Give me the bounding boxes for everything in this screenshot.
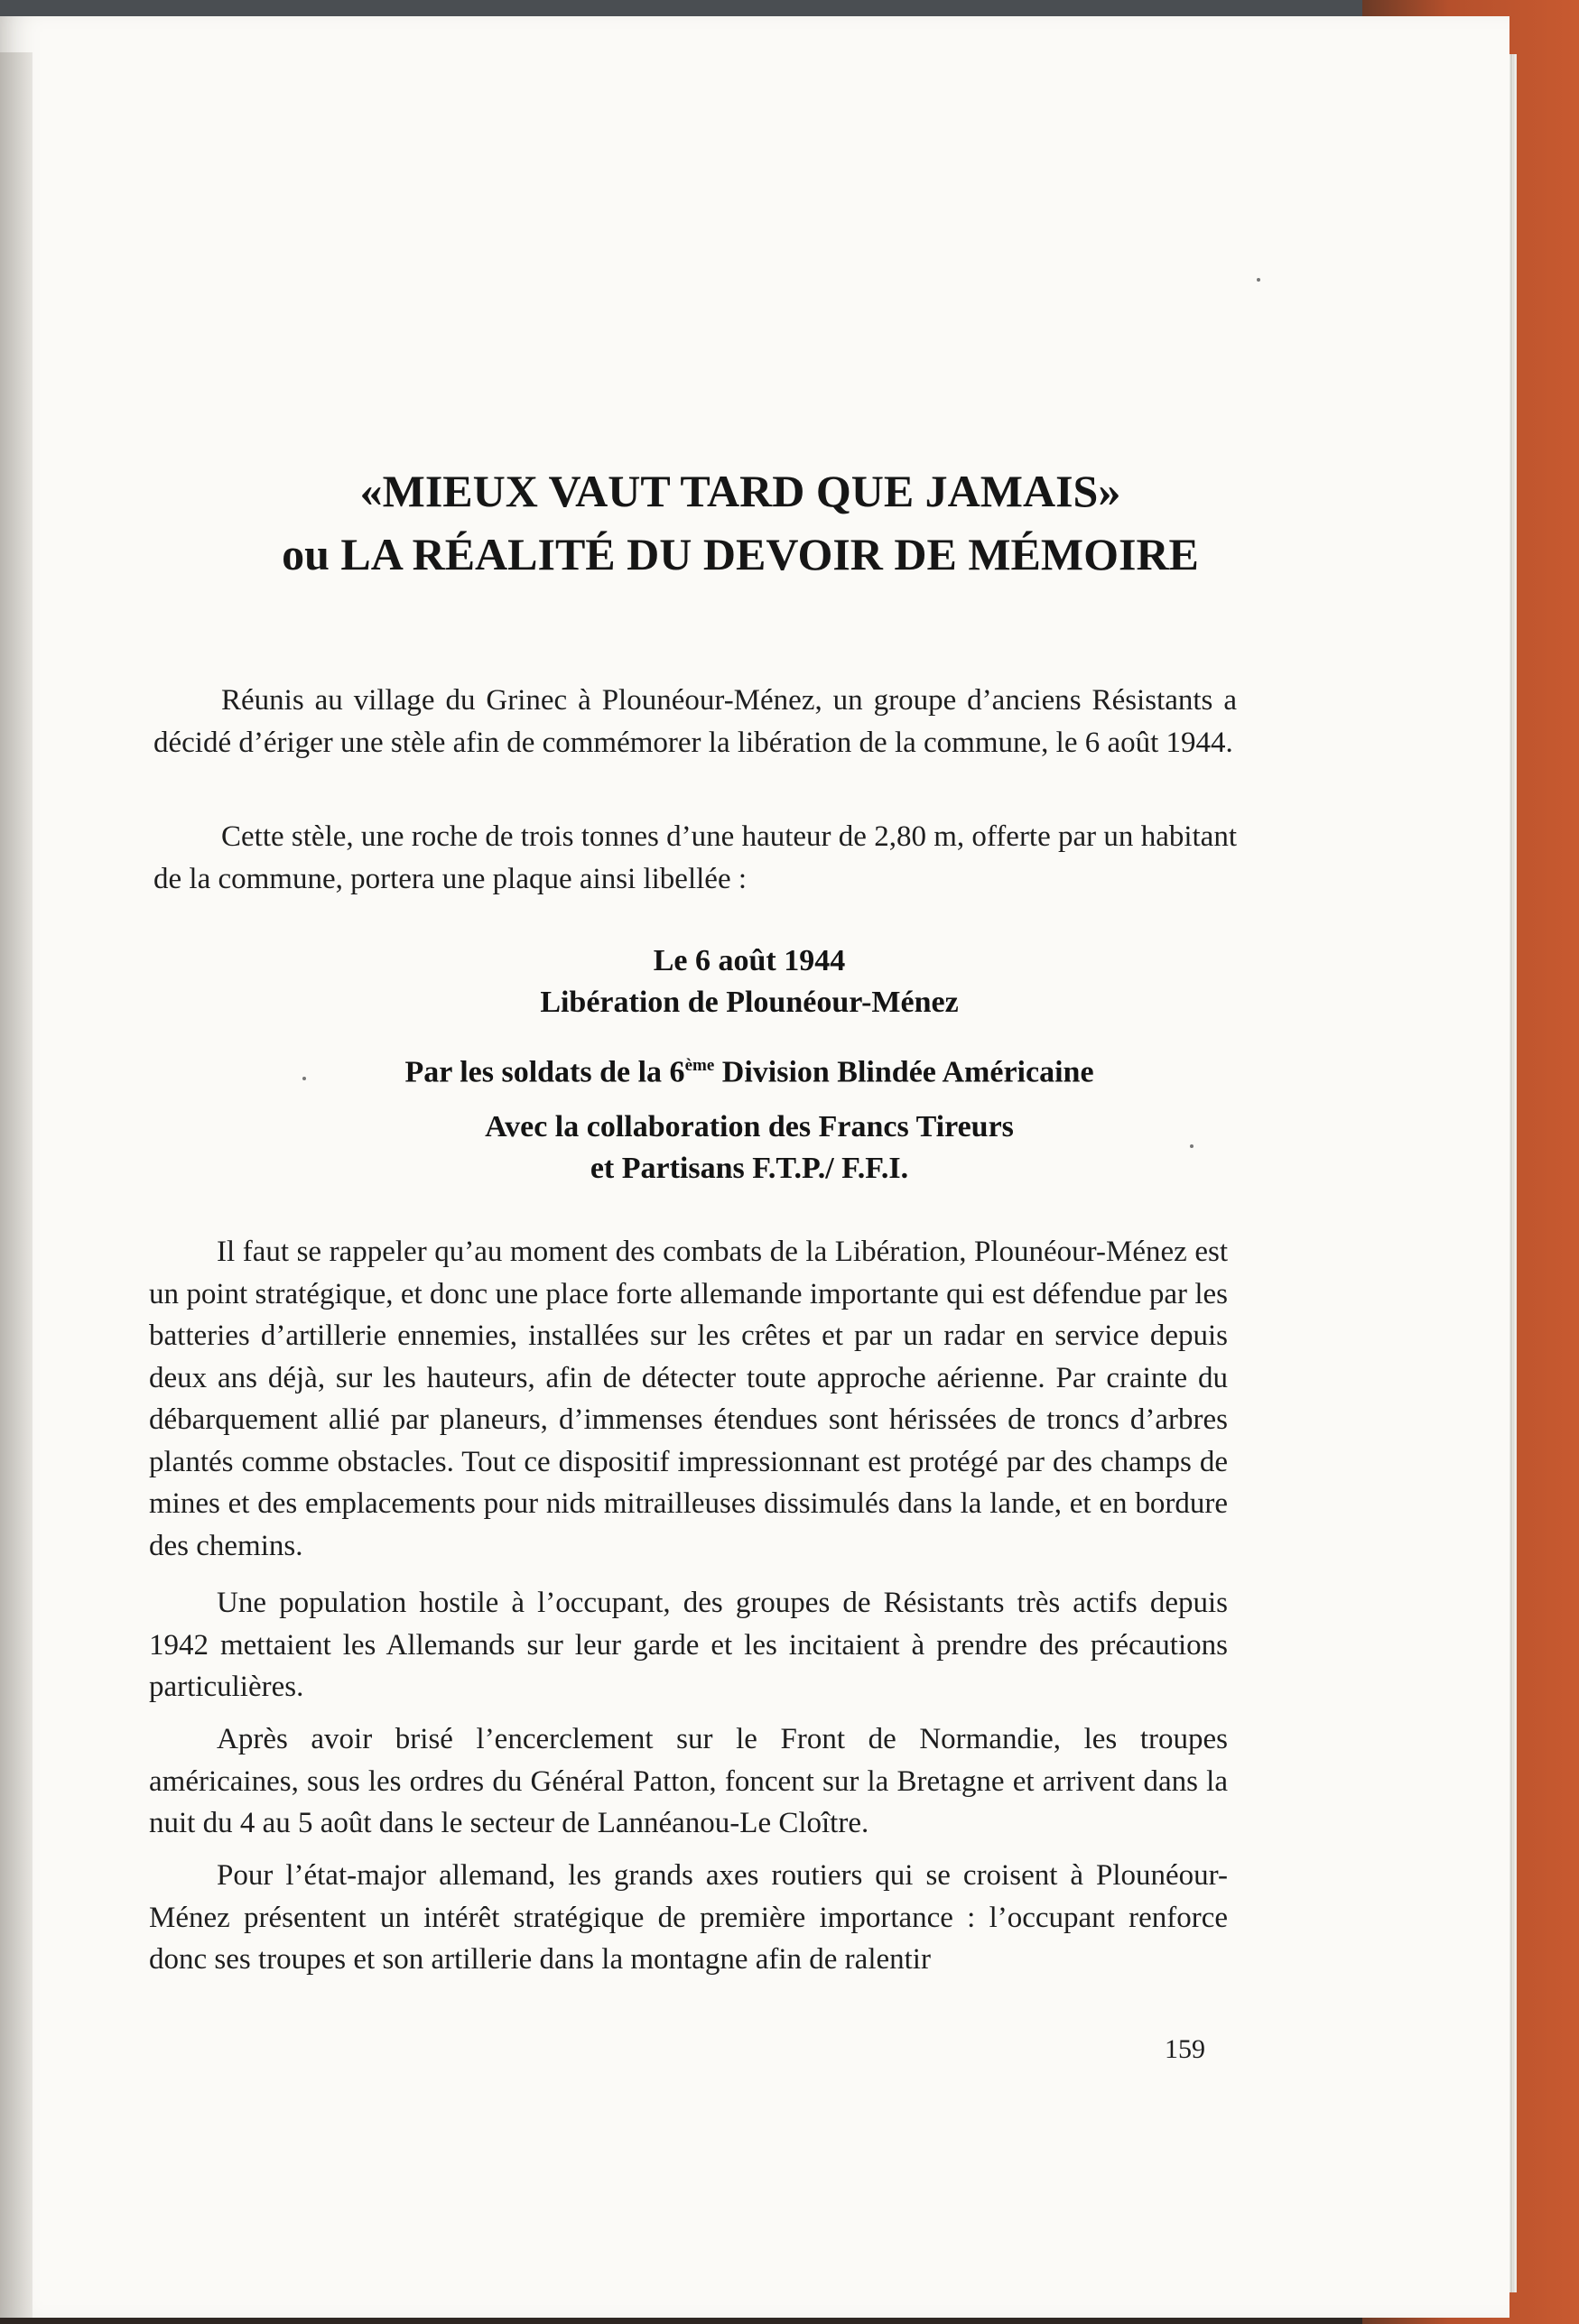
- plaque-liberation: Libération de Plounéour-Ménez: [540, 986, 959, 1019]
- plaque-collaboration-2: et Partisans F.T.P./ F.F.I.: [590, 1152, 909, 1185]
- title-line-2: ou LA RÉALITÉ DU DEVOIR DE MÉMOIRE: [282, 529, 1199, 579]
- plaque-division-text: Division Blindée Américaine: [714, 1055, 1094, 1089]
- plaque-soldiers-text: Par les soldats de la 6: [404, 1055, 685, 1089]
- previous-page-edge: [0, 52, 33, 2318]
- paragraph-intro-1: Réunis au village du Grinec à Plounéour-Ménez, un groupe d’anciens Résistants a décidé d’ériger une stèle afin de commémorer la libération de la commune, le 6 août 1944.: [153, 684, 1237, 759]
- paragraph-body-3: Après avoir brisé l’encerclement sur le Front de Normandie, les troupes américaines, sous les ordres du Général Patton, foncent sur la Bretagne et arrivent dans la nuit du 4 au 5 août dans le secteur de Lannéanou-Le Cloître.: [149, 1723, 1228, 1839]
- paper-speck: [1190, 1144, 1194, 1148]
- book-page: [0, 16, 1509, 2318]
- plaque-collaboration-1: Avec la collaboration des Francs Tireurs: [485, 1110, 1014, 1143]
- paragraph-intro-2: Cette stèle, une roche de trois tonnes d’une hauteur de 2,80 m, offerte par un habitant de la commune, portera une plaque ainsi libellée :: [153, 820, 1237, 895]
- plaque-soldiers: [244, 1047, 1255, 1091]
- plaque-superscript: ème: [684, 1056, 715, 1075]
- paragraph-body-4: Pour l’état-major allemand, les grands axes routiers qui se croisent à Plounéour-Ménez présentent un intérêt stratégique de première importance : l’occupant renforce donc ses troupes et son artillerie dans la montagne afin de ralentir: [149, 1859, 1228, 1976]
- plaque-date: Le 6 août 1944: [653, 944, 846, 977]
- paragraph-body-1: Il faut se rappeler qu’au moment des combats de la Libération, Plounéour-Ménez est un point stratégique, et donc une place forte allemande importante qui est défendue par les batteries d’artillerie ennemies, installées sur les crêtes et par un radar en service depuis deux ans déjà, sur les hauteurs, afin de détecter toute approche aérienne. Par crainte du débarquement allié par planeurs, d’immenses étendues sont hérissées de troncs d’arbres plantés comme obstacles. Tout ce dispositif impressionnant est protégé par des champs de mines et des emplacements pour nids mitrailleuses dissimulés dans la lande, et en bordure des chemins.: [149, 1236, 1228, 1562]
- paper-speck: [302, 1077, 306, 1080]
- paragraph-body-2: Une population hostile à l’occupant, des groupes de Résistants très actifs depuis 1942 mettaient les Allemands sur leur garde et les incitaient à prendre des précautions particulières.: [149, 1587, 1228, 1703]
- page-number: 159: [1165, 2034, 1205, 2064]
- title-line-1: «MIEUX VAUT TARD QUE JAMAIS»: [359, 466, 1121, 516]
- paper-speck: [1257, 278, 1260, 282]
